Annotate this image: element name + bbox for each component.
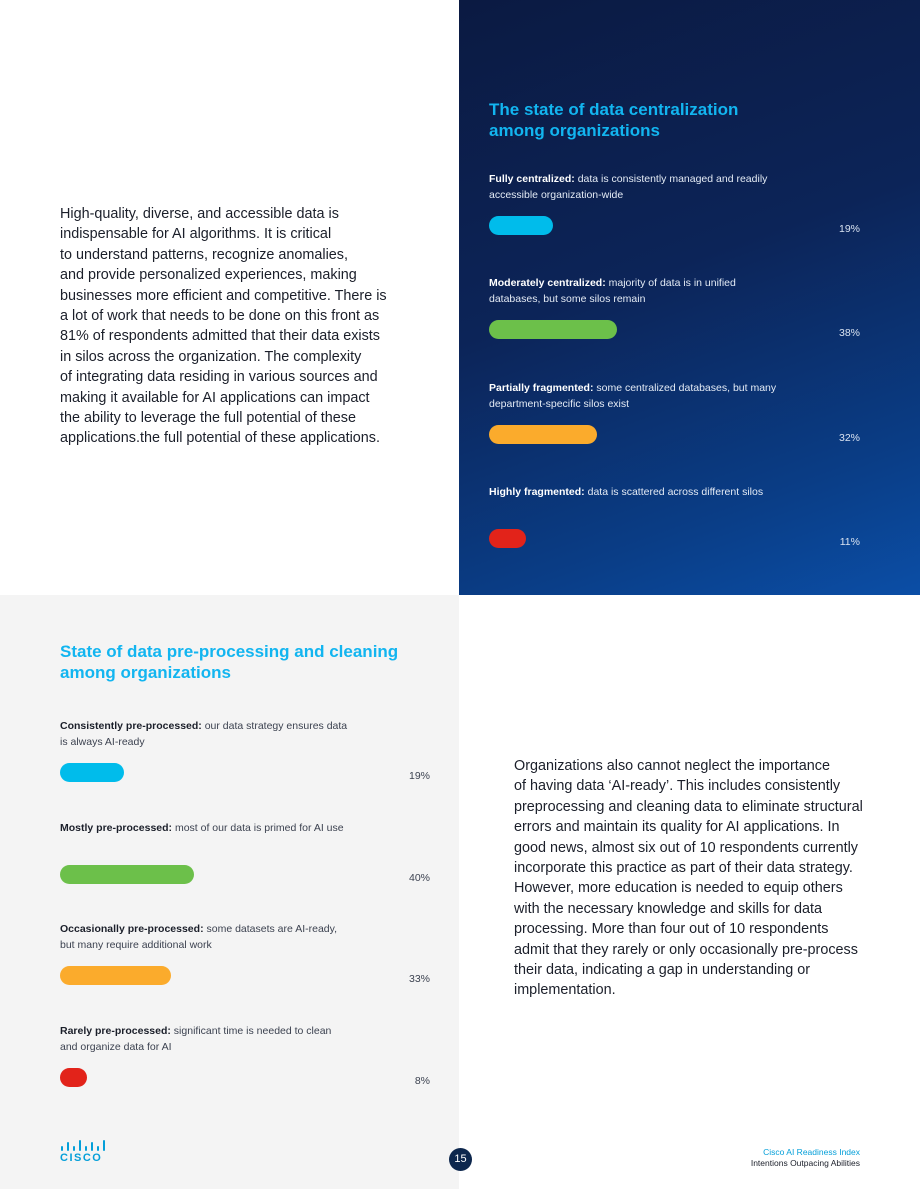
metric-label: Partially fragmented:: [489, 382, 594, 394]
metric-percent: 40%: [408, 872, 430, 884]
metric-label: Moderately centralized:: [489, 277, 606, 289]
metric-percent: 19%: [408, 770, 430, 782]
metric-bar: [489, 216, 553, 235]
metric-detail: some centralized databases, but many department-specific silos exist: [489, 382, 777, 411]
metric-label: Fully centralized:: [489, 173, 575, 185]
metric-description: [489, 484, 779, 500]
metric-detail: some datasets are AI-ready, but many require additional work: [60, 923, 338, 952]
metric-bar: [60, 763, 124, 782]
metric-detail: significant time is needed to clean and organize data for AI: [60, 1025, 332, 1054]
metric-bar: [489, 529, 526, 548]
metric-label: Consistently pre-processed:: [60, 720, 202, 732]
cisco-wordmark: CISCO: [60, 1152, 103, 1164]
metric-description: [60, 1023, 350, 1056]
intro-paragraph: High-quality, diverse, and accessible data is indispensable for AI algorithms. It is critical to understand patterns, recognize anomalies, and provide personalized experiences, making businesses more efficient and competitive. There is a lot of work that needs to be done on this front as 81% of respondents admitted that their data exists in silos across the organization. The complexity of integrating data residing in various sources and making it available for AI applications can impact the ability to leverage the full potential of these applications.the full potential of these applications.: [60, 206, 387, 447]
metric-detail: data is scattered across different silos: [584, 486, 764, 498]
metric-percent: 19%: [838, 223, 860, 235]
cisco-bridge-icon: [60, 1140, 110, 1152]
metric-detail: most of our data is primed for AI use: [172, 822, 344, 834]
report-title: Cisco AI Readiness Index: [763, 1147, 860, 1157]
metric-detail: data is consistently managed and readily accessible organization-wide: [489, 173, 768, 202]
metric-detail: majority of data is in unified databases, but some silos remain: [489, 277, 736, 306]
metric-percent: 33%: [408, 973, 430, 985]
metric-bar: [60, 1068, 87, 1087]
outro-paragraph: Organizations also cannot neglect the importance of having data ‘AI-ready’. This includes consistently preprocessing and cleaning data to eliminate structural errors and maintain its quality for AI applications. In good news, almost six out of 10 respondents currently incorporate this practice as part of their data strategy. However, more education is needed to equip others with the necessary knowledge and skills for data processing. More than four out of 10 respondents admit that they rarely or only occasionally pre-process their data, indicating a gap in understanding or implementation.: [514, 758, 863, 999]
metric-description: [60, 921, 350, 954]
page-number: 15: [449, 1148, 472, 1171]
footer-report-info: [751, 1147, 860, 1168]
metric-label: Highly fragmented:: [489, 486, 585, 498]
metric-bar: [60, 966, 171, 985]
centralization-title: The state of data centralization among organizations: [489, 100, 739, 140]
metric-description: [489, 380, 779, 413]
metric-percent: 11%: [839, 536, 860, 548]
cisco-logo: [60, 1139, 110, 1167]
metric-detail: our data strategy ensures data is always AI-ready: [60, 720, 348, 749]
metric-description: [489, 171, 779, 204]
metric-label: Mostly pre-processed:: [60, 822, 173, 834]
metric-bar: [489, 320, 617, 339]
metric-description: [60, 820, 350, 836]
metric-bar: [489, 425, 597, 444]
metric-bar: [60, 865, 194, 884]
preprocessing-title: State of data pre-processing and cleaning among organizations: [60, 642, 399, 682]
metric-percent: 8%: [414, 1075, 430, 1087]
report-subtitle: Intentions Outpacing Abilities: [750, 1157, 860, 1168]
metric-label: Occasionally pre-processed:: [60, 923, 204, 935]
metric-percent: 38%: [838, 327, 860, 339]
metric-description: [489, 275, 779, 308]
metric-label: Rarely pre-processed:: [60, 1025, 171, 1037]
centralization-panel: [459, 0, 920, 595]
metric-description: [60, 718, 350, 751]
metric-percent: 32%: [838, 432, 860, 444]
preprocessing-panel: [0, 595, 459, 1189]
